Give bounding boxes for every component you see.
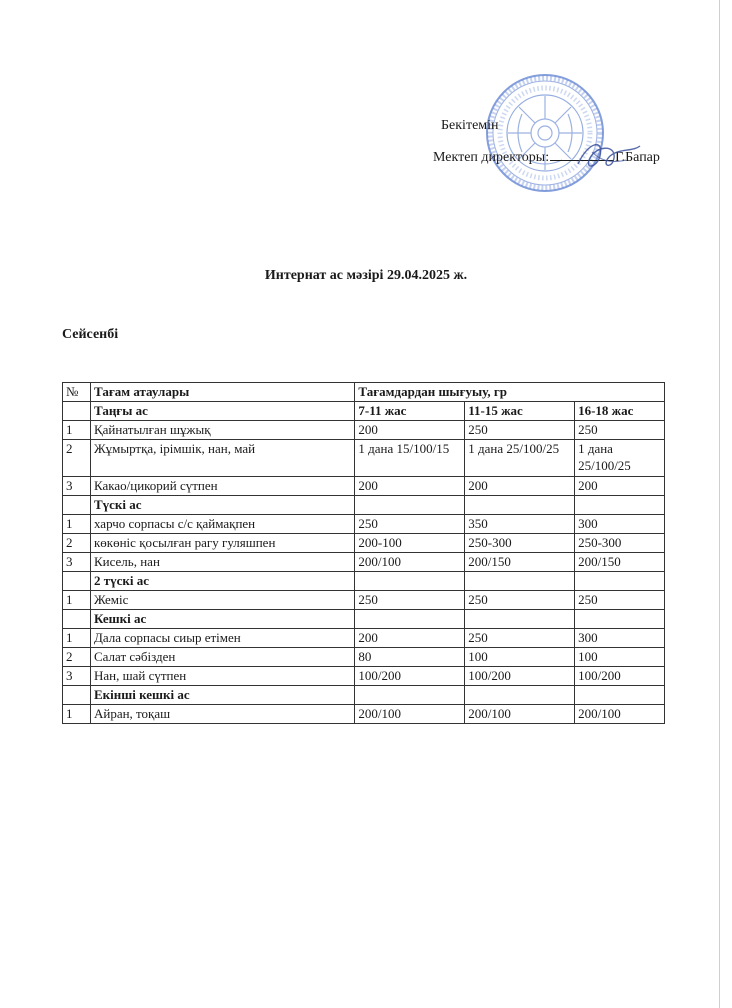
portion-11-15: 250 [465, 421, 575, 440]
portion-11-15: 350 [465, 515, 575, 534]
empty-cell [465, 496, 575, 515]
section-row [63, 686, 665, 705]
portion-7-11: 1 дана 15/100/15 [355, 440, 465, 477]
section-number-cell [63, 686, 91, 705]
section-row [63, 402, 665, 421]
portion-7-11: 250 [355, 515, 465, 534]
director-title: Мектеп директоры: [433, 150, 550, 165]
director-name: Г.Бапар [615, 150, 660, 165]
portion-11-15: 250-300 [465, 534, 575, 553]
menu-table [62, 382, 665, 724]
empty-cell [355, 496, 465, 515]
dish-name: Кисель, нан [90, 553, 354, 572]
table-row [63, 667, 665, 686]
item-number: 1 [63, 515, 91, 534]
empty-cell [355, 610, 465, 629]
portion-16-18: 300 [575, 629, 665, 648]
portion-16-18: 250-300 [575, 534, 665, 553]
dish-name: Жұмыртқа, ірімшік, нан, май [90, 440, 354, 477]
portion-7-11: 200 [355, 421, 465, 440]
dish-name: харчо сорпасы с/с қаймақпен [90, 515, 354, 534]
section-row [63, 496, 665, 515]
table-row [63, 553, 665, 572]
section-title: Түскі ас [90, 496, 354, 515]
empty-cell [355, 572, 465, 591]
item-number: 2 [63, 440, 91, 477]
portion-16-18: 100/200 [575, 667, 665, 686]
portion-16-18: 200/150 [575, 553, 665, 572]
empty-cell [575, 572, 665, 591]
dish-name: көкөніс қосылған рагу гуляшпен [90, 534, 354, 553]
dish-name: Жеміс [90, 591, 354, 610]
table-row [63, 421, 665, 440]
portion-16-18: 250 [575, 421, 665, 440]
item-number: 3 [63, 477, 91, 496]
portion-16-18: 100 [575, 648, 665, 667]
item-number: 1 [63, 705, 91, 724]
dish-name: Қайнатылған шұжық [90, 421, 354, 440]
dish-name: Салат сәбізден [90, 648, 354, 667]
portion-7-11: 200 [355, 629, 465, 648]
section-title: Таңғы ас [90, 402, 354, 421]
portion-7-11: 200/100 [355, 553, 465, 572]
portion-11-15: 250 [465, 591, 575, 610]
table-header-row [63, 383, 665, 402]
section-number-cell [63, 402, 91, 421]
day-of-week: Сейсенбі [62, 327, 119, 342]
empty-cell [575, 686, 665, 705]
age-group-header: 16-18 жас [575, 402, 665, 421]
empty-cell [465, 686, 575, 705]
item-number: 1 [63, 421, 91, 440]
section-number-cell [63, 572, 91, 591]
item-number: 1 [63, 629, 91, 648]
item-number: 2 [63, 648, 91, 667]
approval-label: Бекітемін [441, 118, 499, 133]
dish-name: Дала сорпасы сиыр етімен [90, 629, 354, 648]
table-row [63, 477, 665, 496]
portion-11-15: 1 дана 25/100/25 [465, 440, 575, 477]
portion-7-11: 200-100 [355, 534, 465, 553]
section-number-cell [63, 496, 91, 515]
header-output: Тағамдардан шығуыу, гр [355, 383, 665, 402]
portion-7-11: 80 [355, 648, 465, 667]
portion-7-11: 200 [355, 477, 465, 496]
dish-name: Какао/цикорий сүтпен [90, 477, 354, 496]
item-number: 1 [63, 591, 91, 610]
portion-16-18: 250 [575, 591, 665, 610]
header-dish-name: Тағам атаулары [90, 383, 354, 402]
section-title: 2 түскі ас [90, 572, 354, 591]
handwritten-signature-icon [570, 134, 646, 176]
empty-cell [575, 496, 665, 515]
item-number: 2 [63, 534, 91, 553]
age-group-header: 7-11 жас [355, 402, 465, 421]
empty-cell [465, 572, 575, 591]
empty-cell [355, 686, 465, 705]
portion-11-15: 100/200 [465, 667, 575, 686]
table-row [63, 629, 665, 648]
section-row [63, 610, 665, 629]
empty-cell [465, 610, 575, 629]
section-title: Кешкі ас [90, 610, 354, 629]
age-group-header: 11-15 жас [465, 402, 575, 421]
portion-16-18: 200/100 [575, 705, 665, 724]
portion-16-18: 1 дана 25/100/25 [575, 440, 665, 477]
menu-title: Интернат ас мәзірі 29.04.2025 ж. [264, 268, 468, 283]
table-row [63, 648, 665, 667]
section-row [63, 572, 665, 591]
table-row [63, 534, 665, 553]
portion-11-15: 200 [465, 477, 575, 496]
portion-11-15: 250 [465, 629, 575, 648]
item-number: 3 [63, 667, 91, 686]
portion-11-15: 100 [465, 648, 575, 667]
portion-11-15: 200/150 [465, 553, 575, 572]
dish-name: Айран, тоқаш [90, 705, 354, 724]
table-row [63, 440, 665, 477]
header-number: № [63, 383, 91, 402]
section-number-cell [63, 610, 91, 629]
portion-7-11: 200/100 [355, 705, 465, 724]
table-row [63, 705, 665, 724]
table-row [63, 591, 665, 610]
portion-16-18: 200 [575, 477, 665, 496]
portion-16-18: 300 [575, 515, 665, 534]
section-title: Екінші кешкі ас [90, 686, 354, 705]
portion-11-15: 200/100 [465, 705, 575, 724]
dish-name: Нан, шай сүтпен [90, 667, 354, 686]
portion-7-11: 100/200 [355, 667, 465, 686]
portion-7-11: 250 [355, 591, 465, 610]
scan-edge-line [719, 0, 720, 1008]
table-row [63, 515, 665, 534]
item-number: 3 [63, 553, 91, 572]
empty-cell [575, 610, 665, 629]
